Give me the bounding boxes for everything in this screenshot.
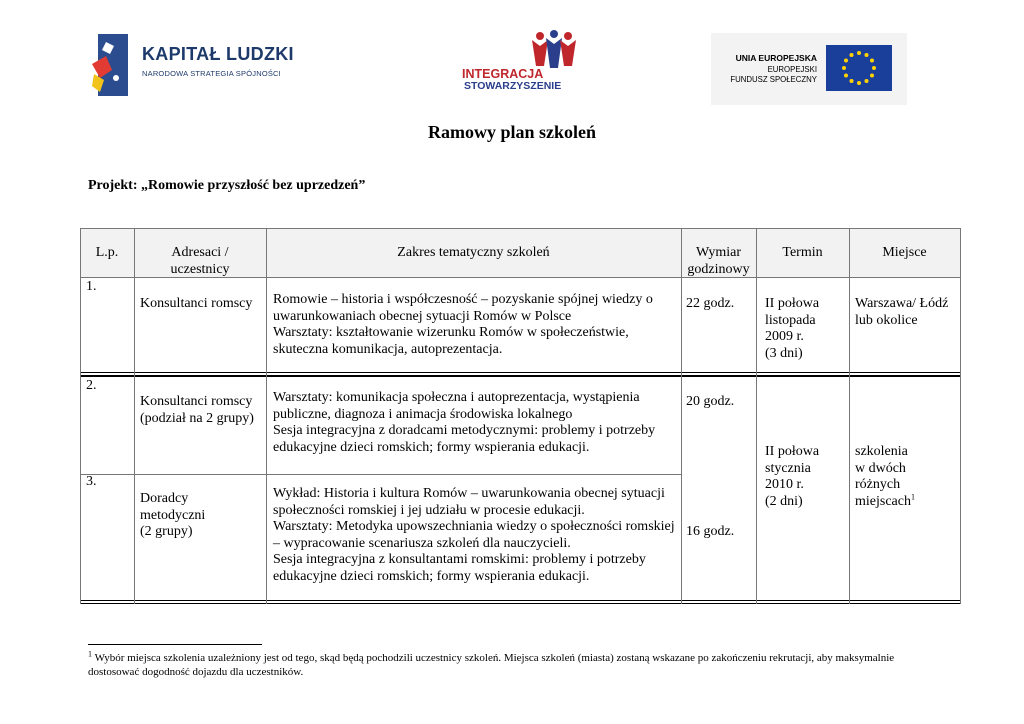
col-line-1	[134, 228, 135, 604]
col-line-2	[266, 228, 267, 604]
footnote-text: Wybór miejsca szkolenia uzależniony jest od tego, skąd będą pochodzili uczestnicy szkoleń. Miejsca szkoleń (miasta) zostaną wskazane po zakończeniu rekrutacji, aby maksymalnie dostosować dogodność dojazdu dla uczestników.	[88, 652, 895, 678]
row2-wymiar: 20 godz.	[686, 394, 735, 409]
kapital-ludzki-subtitle: NARODOWA STRATEGIA SPÓJNOŚCI	[142, 69, 281, 78]
col-line-5	[849, 228, 850, 604]
header-adresaci: Adresaci / uczestnicy	[170, 245, 230, 277]
training-plan-table	[80, 228, 961, 604]
row-separator-2	[80, 474, 682, 475]
header-miejsce: Miejsce	[882, 245, 927, 260]
shared-termin: II połowa stycznia 2010 r. (2 dni)	[765, 444, 820, 509]
document-title: Ramowy plan szkoleń	[427, 122, 597, 142]
eu-line3: FUNDUSZ SPOŁECZNY	[730, 75, 817, 84]
row3-adresaci: Doradcy metodyczni (2 grupy)	[140, 491, 206, 539]
people-figures-icon	[528, 30, 580, 70]
col-line-6	[960, 228, 961, 604]
footnote-ref[interactable]: 1	[910, 491, 915, 501]
row-separator-1a	[80, 372, 961, 373]
eu-flag-icon	[826, 45, 892, 91]
col-line-0	[80, 228, 81, 604]
integracja-line2: STOWARZYSZENIE	[464, 80, 562, 92]
integracja-line1: INTEGRACJA	[462, 67, 544, 81]
kapital-ludzki-logo	[92, 34, 294, 98]
table-border-top	[80, 228, 961, 229]
row3-wymiar: 16 godz.	[686, 524, 735, 539]
shared-miejsce	[855, 444, 959, 510]
integracja-logo	[458, 30, 588, 94]
kapital-ludzki-emblem-icon	[92, 34, 130, 96]
header-lp: L.p.	[95, 245, 119, 260]
header-termin: Termin	[782, 245, 823, 260]
col-line-3	[681, 228, 682, 604]
row-separator-1b	[80, 375, 961, 377]
row3-lp: 3.	[86, 474, 97, 489]
row3-zakres: Wykład: Historia i kultura Romów – uwarunkowania obecnej sytuacji społeczności romskiej i jej udziału w procesie edukacji. Warsztaty: Metodyka upowszechniania wiedzy o społeczności romskiej – wypracowanie scenariusza szkoleń dla nauczycieli. Sesja integracyjna z konsultantami romskimi: problemy i potrzeby edukacyjne dzieci romskich; formy wspierania edukacji.	[273, 486, 675, 584]
table-border-bottom-b	[80, 603, 961, 604]
header-zakres: Zakres tematyczny szkoleń	[397, 245, 550, 260]
eu-line1: UNIA EUROPEJSKA	[735, 53, 817, 63]
project-name: Projekt: „Romowie przyszłość bez uprzedzeń”	[88, 178, 366, 193]
kapital-ludzki-title: KAPITAŁ LUDZKI	[142, 44, 294, 64]
footnote-separator	[88, 644, 262, 645]
row2-lp: 2.	[86, 378, 97, 393]
row2-zakres: Warsztaty: komunikacja społeczna i autoprezentacja, wystąpienia publiczne, diagnoza i animacja środowiska lokalnego Sesja integracyjna z doradcami metodycznymi: problemy i potrzeby edukacyjne dzieci romskich; formy wspierania edukacji.	[273, 390, 656, 455]
table-border-bottom-a	[80, 600, 961, 601]
footnote-marker: 1	[88, 649, 92, 659]
row2-adresaci: Konsultanci romscy (podział na 2 grupy)	[140, 394, 254, 426]
col-line-4	[756, 228, 757, 604]
row1-adresaci: Konsultanci romscy	[140, 296, 253, 311]
row1-miejsce: Warszawa/ Łódź lub okolice	[855, 296, 949, 328]
eu-stars-icon	[826, 45, 892, 91]
row1-termin: II połowa listopada 2009 r. (3 dni)	[765, 296, 820, 361]
row1-zakres: Romowie – historia i współczesność – pozyskanie spójnej wiedzy o uwarunkowaniach obecnej sytuacji Romów w Polsce Warsztaty: kształtowanie wizerunku Romów w społeczeństwie, skuteczna komunikacja, autoprezentacja.	[273, 292, 653, 357]
row1-wymiar: 22 godz.	[686, 296, 735, 311]
eu-logo	[711, 33, 907, 105]
shared-miejsce-text: szkolenia w dwóch różnych miejscach	[855, 444, 911, 509]
footnote	[88, 651, 938, 679]
row1-lp: 1.	[86, 279, 97, 294]
header-wymiar: Wymiar godzinowy	[687, 245, 750, 277]
eu-lines	[730, 65, 817, 85]
eu-line2: EUROPEJSKI	[767, 65, 817, 74]
